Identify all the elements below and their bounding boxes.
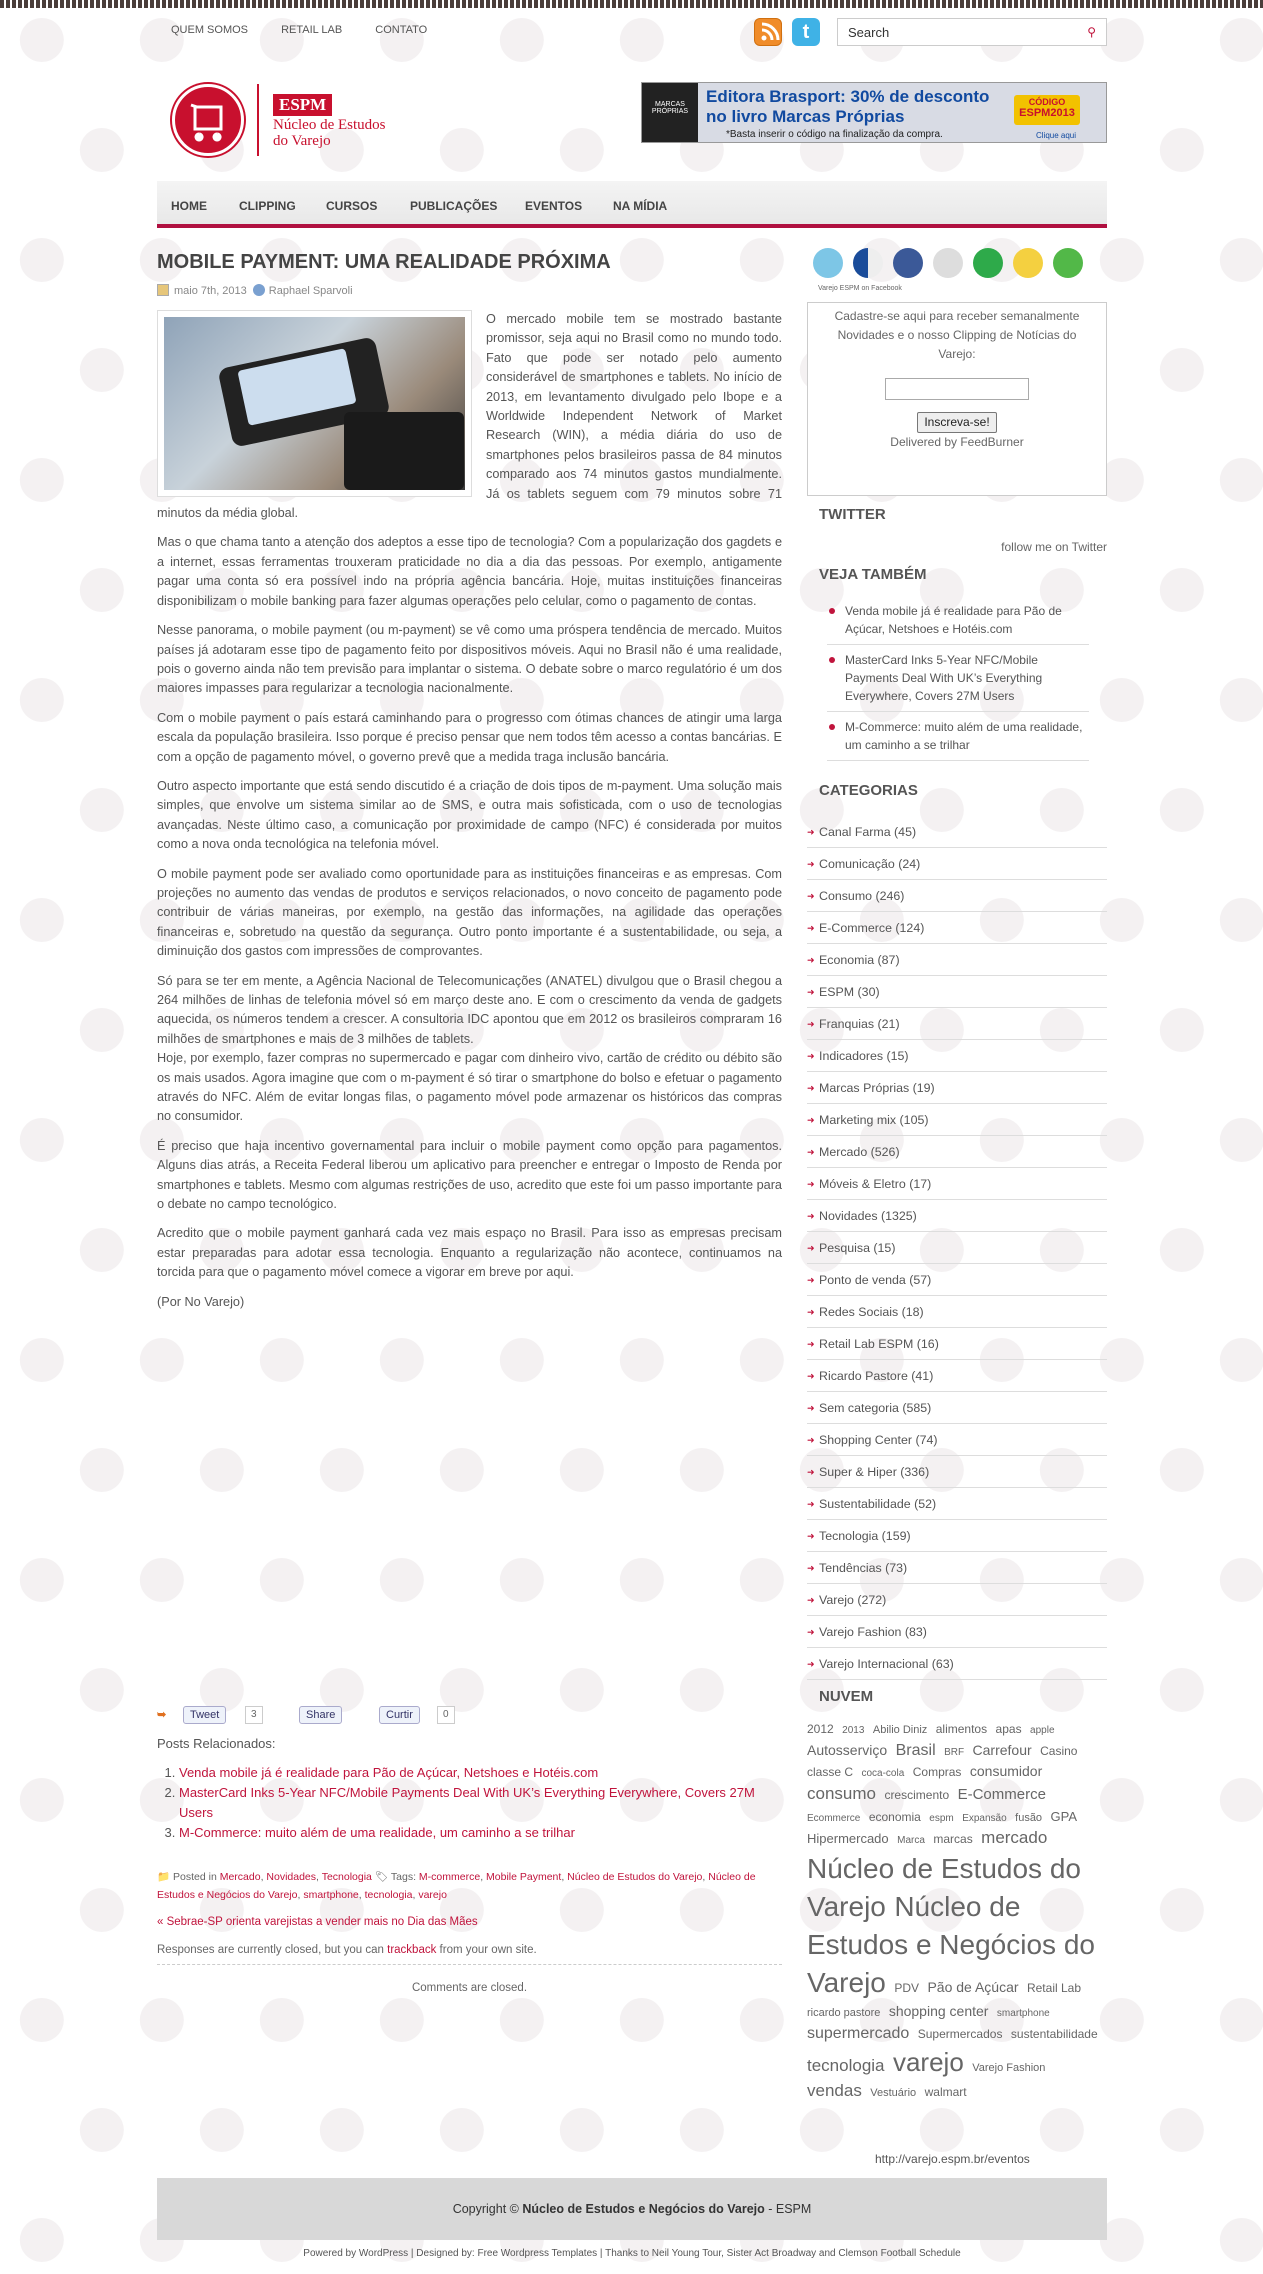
category-item[interactable]: ➜ Tendências (73) bbox=[807, 1552, 1107, 1584]
related-title: Posts Relacionados: bbox=[157, 1736, 276, 1751]
bg-dot bbox=[1220, 898, 1263, 942]
subscribe-button[interactable]: Inscreva-se! bbox=[917, 412, 996, 433]
bg-dot bbox=[1220, 1998, 1263, 2042]
category-item[interactable]: ➜ Varejo Internacional (63) bbox=[807, 1648, 1107, 1680]
cloud-tag[interactable]: shopping center bbox=[888, 2003, 989, 2020]
bg-dot bbox=[1220, 1778, 1263, 1822]
veja-item[interactable]: M-Commerce: muito além de uma realidade, um caminho a se trilhar bbox=[827, 712, 1089, 761]
bg-dot bbox=[20, 1778, 64, 1822]
category-item[interactable]: ➜ Consumo (246) bbox=[807, 880, 1107, 912]
cloud-tag[interactable]: varejo bbox=[892, 2046, 964, 2077]
category-item[interactable]: ➜ Sustentabilidade (52) bbox=[807, 1488, 1107, 1520]
banner-line-1: Editora Brasport: 30% de desconto bbox=[706, 87, 990, 106]
share-arrow-icon: ➥ bbox=[157, 1709, 167, 1721]
cloud-title: NUVEM bbox=[819, 1688, 874, 1705]
digg-icon[interactable] bbox=[933, 248, 963, 278]
bg-dot bbox=[20, 458, 64, 502]
cloud-tag[interactable]: Retail Lab bbox=[1026, 1980, 1082, 1995]
category-item[interactable]: ➜ Móveis & Eletro (17) bbox=[807, 1168, 1107, 1200]
category-item[interactable]: ➜ Pesquisa (15) bbox=[807, 1232, 1107, 1264]
logo-line-2: do Varejo bbox=[273, 133, 331, 149]
previous-post-link[interactable]: « Sebrae-SP orienta varejistas a vender mais no Dia das Mães bbox=[157, 1916, 478, 1928]
responses-note bbox=[157, 1944, 782, 1965]
post-paragraph: Só para se ter em mente, a Agência Nacional de Telecomunicações (ANATEL) divulgou que o Brasil chegou a 264 milhões de linhas de telefonia móvel só em março deste ano. E com o crescimento da venda de gadgets aquecida, os números tendem a crescer. A consultoria IDC apontou que em 2012 os brasileiros compraram 16 milhões de smartphones e mais de 3 milhões de tablets. bbox=[157, 973, 782, 1046]
cloud-tag[interactable]: espm bbox=[929, 1812, 954, 1824]
cloud-tag[interactable]: apas bbox=[995, 1722, 1022, 1736]
category-item[interactable]: ➜ Sem categoria (585) bbox=[807, 1392, 1107, 1424]
facebook-icon[interactable] bbox=[893, 248, 923, 278]
cloud-tag[interactable]: Varejo Fashion bbox=[972, 2061, 1046, 2074]
footer-org[interactable]: Núcleo de Estudos e Negócios do Varejo bbox=[522, 2202, 765, 2216]
cloud-tag[interactable]: vendas bbox=[807, 2080, 862, 2100]
bg-dot bbox=[80, 788, 124, 832]
search-icon[interactable]: ⚲ bbox=[1087, 25, 1096, 39]
bg-dot bbox=[1160, 1228, 1204, 1272]
topnav-retail-lab[interactable]: RETAIL LAB bbox=[281, 24, 343, 36]
bg-dot bbox=[20, 1558, 64, 1602]
cloud-tag[interactable]: Supermercados bbox=[917, 2027, 1003, 2042]
cloud-tag[interactable]: Autosserviço bbox=[807, 1741, 888, 1758]
cloud-tag[interactable]: E-Commerce bbox=[957, 1785, 1046, 1803]
post-paragraph: Nesse panorama, o mobile payment (ou m-payment) se vê como uma próspera tendência de mercado. Muitos países já adotaram esse tipo de pagamento feito por dispositivos móveis. Aqui no Brasil não é uma realidade, pois o governo ainda não tem previsão para implantar o sistema. O debate sobre o marco regulatório é um dos maiores impasses para regularizar a tecnologia nacionalmente. bbox=[157, 623, 782, 696]
category-item[interactable]: ➜ Marcas Próprias (19) bbox=[807, 1072, 1107, 1104]
cloud-tag[interactable]: Carrefour bbox=[972, 1741, 1032, 1758]
rss-icon[interactable] bbox=[754, 18, 782, 46]
user-icon bbox=[253, 284, 265, 296]
post-source: (Por No Varejo) bbox=[157, 1294, 245, 1309]
post-date: maio 7th, 2013 bbox=[174, 285, 247, 297]
share-button[interactable]: Share bbox=[299, 1706, 342, 1724]
category-item[interactable]: ➜ Comunicação (24) bbox=[807, 848, 1107, 880]
category-link[interactable]: Mercado bbox=[219, 1871, 261, 1883]
post-paragraph: Outro aspecto importante que está sendo discutido é a criação de dois tipos de m-payment. Uma solução mais simples, que envolve um sistema similar ao de SMS, e outra mais sofisticada, com o uso de tecnologias avançadas. Neste último caso, a comunicação por proximidade de campo (NFC) é considerada por muitos como a nova onda tecnológica na telefonia móvel. bbox=[157, 778, 782, 852]
bg-dot bbox=[1160, 568, 1204, 612]
copyright-text: Copyright © bbox=[452, 2202, 523, 2216]
responses-text-b: from your own site. bbox=[436, 1944, 537, 1956]
tag-link[interactable]: Mobile Payment bbox=[486, 1871, 562, 1883]
page-wrapper bbox=[157, 0, 1107, 2274]
cloud-tag[interactable]: sustentabilidade bbox=[1010, 2027, 1098, 2042]
tag-cloud bbox=[807, 1718, 1107, 2103]
bg-dot bbox=[20, 678, 64, 722]
bg-dot bbox=[80, 1668, 124, 1712]
post-paragraph: Com o mobile payment o país estará caminhando para o progresso com ótimas chances de atingir uma larga escala da população brasileira. Isso porque é preciso pensar que nem todos têm acesso a contas bancárias. E com a opção de pagamento móvel, o governo prevê que a medida traga inclusão bancária. bbox=[157, 710, 782, 764]
bg-dot bbox=[1220, 18, 1263, 62]
calendar-icon bbox=[157, 284, 169, 296]
add-plus-icon[interactable] bbox=[1053, 248, 1083, 278]
cloud-tag[interactable]: tecnologia bbox=[807, 2055, 885, 2075]
bg-dot bbox=[1160, 1448, 1204, 1492]
cloud-tag[interactable]: coca-cola bbox=[861, 1768, 905, 1780]
comments-closed: Comments are closed. bbox=[411, 1982, 528, 1994]
bg-dot bbox=[20, 1998, 64, 2042]
logo-divider bbox=[257, 84, 259, 156]
cloud-tag[interactable]: PDV bbox=[894, 1980, 919, 1995]
main-nav bbox=[157, 181, 1107, 228]
veja-item[interactable]: MasterCard Inks 5-Year NFC/Mobile Payments Deal With UK’s Everything Everywhere, Covers 27M Users bbox=[827, 645, 1089, 712]
category-item[interactable]: ➜ Retail Lab ESPM (16) bbox=[807, 1328, 1107, 1360]
banner-line-3: *Basta inserir o código na finalização da compra. bbox=[726, 129, 943, 140]
bg-dot bbox=[80, 348, 124, 392]
espm-logo-icon[interactable] bbox=[172, 84, 244, 156]
logo-title[interactable] bbox=[273, 117, 385, 149]
cloud-tag[interactable]: Abilio Diniz bbox=[872, 1724, 928, 1736]
bg-dot bbox=[1220, 458, 1263, 502]
post-paragraph: Acredito que o mobile payment ganhará cada vez mais espaço no Brasil. Para isso as empresas precisam estar preparadas para adotar essa tecnologia. Enquanto a regularização não acontece, continuamos na torcida para que o pagamento móvel comece a vigorar em breve por aqui. bbox=[157, 1226, 782, 1280]
bg-dot bbox=[1160, 1668, 1204, 1712]
cloud-tag[interactable]: economia bbox=[868, 1809, 921, 1824]
cloud-tag[interactable]: 2013 bbox=[842, 1725, 865, 1736]
cloud-tag[interactable]: Núcleo de Estudos e Negócios do Varejo bbox=[807, 1891, 1095, 1998]
cloud-tag[interactable]: apple bbox=[1030, 1725, 1055, 1736]
bg-dot bbox=[1220, 1558, 1263, 1602]
delicious-icon[interactable] bbox=[853, 248, 883, 278]
tag-link[interactable]: varejo bbox=[418, 1889, 447, 1901]
cloud-tag[interactable]: Casino bbox=[1040, 1743, 1078, 1758]
bg-dot bbox=[1160, 1888, 1204, 1932]
post-author[interactable]: Raphael Sparvoli bbox=[268, 285, 353, 297]
category-item[interactable]: ➜ Varejo (272) bbox=[807, 1584, 1107, 1616]
category-item[interactable]: ➜ ESPM (30) bbox=[807, 976, 1107, 1008]
curtir-button[interactable]: Curtir bbox=[379, 1706, 420, 1724]
bg-dot bbox=[80, 2108, 124, 2152]
bg-dot bbox=[1220, 238, 1263, 282]
top-nav bbox=[171, 24, 457, 36]
cloud-tag[interactable]: supermercado bbox=[807, 2025, 910, 2043]
bg-dot bbox=[80, 128, 124, 172]
responses-text-a: Responses are currently closed, but you can bbox=[157, 1944, 388, 1956]
category-item[interactable]: ➜ Varejo Fashion (83) bbox=[807, 1616, 1107, 1648]
twitter-icon[interactable]: t bbox=[792, 18, 820, 46]
nav-na-midia[interactable]: NA MÍDIA bbox=[613, 199, 668, 213]
bg-dot bbox=[80, 1008, 124, 1052]
cloud-tag[interactable]: Núcleo de Estudos do Varejo bbox=[807, 1853, 1081, 1923]
tag-link[interactable]: Núcleo de Estudos do Varejo bbox=[567, 1871, 703, 1883]
category-item[interactable]: ➜ Tecnologia (159) bbox=[807, 1520, 1107, 1552]
cloud-tag[interactable]: consumidor bbox=[969, 1763, 1043, 1780]
share-bar bbox=[157, 1706, 782, 1728]
post-meta bbox=[157, 284, 353, 297]
nav-eventos[interactable]: EVENTOS bbox=[525, 199, 583, 213]
veja-title: VEJA TAMBÉM bbox=[819, 566, 927, 583]
follow-twitter-link[interactable]: follow me on Twitter bbox=[1001, 540, 1107, 554]
nav-cursos[interactable]: CURSOS bbox=[326, 199, 378, 213]
category-item[interactable]: ➜ Ricardo Pastore (41) bbox=[807, 1360, 1107, 1392]
stumbleupon-icon[interactable] bbox=[973, 248, 1003, 278]
post-image bbox=[157, 310, 472, 497]
topnav-quem-somos[interactable]: QUEM SOMOS bbox=[171, 24, 249, 36]
category-item[interactable]: ➜ Super & Hiper (336) bbox=[807, 1456, 1107, 1488]
category-item[interactable]: ➜ Ponto de venda (57) bbox=[807, 1264, 1107, 1296]
veja-list bbox=[827, 596, 1089, 761]
bg-dot bbox=[80, 568, 124, 612]
tweet-button[interactable]: Tweet bbox=[183, 1706, 226, 1724]
twitter-bird-icon[interactable] bbox=[813, 248, 843, 278]
cloud-tag[interactable]: mercado bbox=[981, 1828, 1048, 1848]
category-item[interactable]: ➜ Mercado (526) bbox=[807, 1136, 1107, 1168]
facebook-label[interactable]: Varejo ESPM on Facebook bbox=[818, 285, 902, 292]
twitter-widget-title: TWITTER bbox=[819, 506, 886, 523]
bg-dot bbox=[20, 1338, 64, 1382]
banner-clique[interactable]: Clique aqui bbox=[1036, 131, 1077, 140]
post-body bbox=[157, 310, 782, 1322]
related-link[interactable]: 3. M-Commerce: muito além de uma realidade, um caminho a se trilhar bbox=[179, 1823, 782, 1843]
cloud-tag[interactable]: marcas bbox=[933, 1832, 973, 1847]
mobile-payment-photo bbox=[164, 317, 465, 490]
cloud-tag[interactable]: Hipermercado bbox=[807, 1831, 889, 1847]
cloud-tag[interactable]: Expansão bbox=[962, 1812, 1007, 1824]
nav-publicacoes[interactable]: PUBLICAÇÕES bbox=[410, 199, 498, 213]
curtir-count: 0 bbox=[437, 1706, 455, 1724]
posted-in-label: Posted in bbox=[173, 1871, 217, 1883]
tag-link[interactable]: M-commerce bbox=[418, 1871, 481, 1883]
search-input[interactable] bbox=[837, 18, 1107, 46]
search-placeholder: Search bbox=[848, 25, 890, 40]
related-link[interactable]: 1. Venda mobile já é realidade para Pão de Açúcar, Netshoes e Hotéis.com bbox=[179, 1763, 782, 1783]
nav-home[interactable]: HOME bbox=[171, 199, 207, 213]
newsletter-text: Cadastre-se aqui para receber semanalmente Novidades e o nosso Clipping de Notícias do Varejo: bbox=[834, 309, 1080, 361]
bg-dot bbox=[80, 1448, 124, 1492]
bg-dot bbox=[1160, 348, 1204, 392]
trackback-link[interactable]: trackback bbox=[387, 1944, 437, 1956]
cloud-tag[interactable]: Pão de Açúcar bbox=[927, 1978, 1019, 1995]
category-item[interactable]: ➜ Indicadores (15) bbox=[807, 1040, 1107, 1072]
book-cover: MARCAS PRÓPRIAS bbox=[642, 83, 698, 143]
bg-dot bbox=[20, 2218, 64, 2262]
bg-dot bbox=[1220, 1338, 1263, 1382]
folder-icon: 📁 bbox=[157, 1871, 171, 1883]
categories-title: CATEGORIAS bbox=[819, 782, 918, 799]
post-paragraph: Hoje, por exemplo, fazer compras no supermercado e pagar com dinheiro vivo, cartão de crédito ou débito são os mais usados. Agora imagine que com o m-payment é só tirar o smartphone do bolso e efetuar o pagamento através do NFC. Além de evitar longas filas, o pagamento móvel pode armazenar os históricos das compras no consumidor. bbox=[157, 1051, 782, 1124]
tag-link[interactable]: tecnologia bbox=[364, 1889, 413, 1901]
category-item[interactable]: ➜ Canal Farma (45) bbox=[807, 816, 1107, 848]
banner-line-2: no livro Marcas Próprias bbox=[706, 107, 905, 126]
post-paragraph: Mas o que chama tanto a atenção dos adeptos a esse tipo de tecnologia? Com a popularização dos gagdets e a internet, essas ferramentas trouxeram praticidade no dia a dia das pessoas. Por exemplo, antigamente pagar uma conta só era possível indo na própria agência bancária. Hoje, muitas instituições financeiras disponibilizam o mobile banking para fazer algumas operações pelo celular, como o pagamento de contas. bbox=[157, 535, 782, 608]
code-label: CÓDIGO bbox=[1028, 97, 1066, 107]
category-item[interactable]: ➜ Economia (87) bbox=[807, 944, 1107, 976]
newsletter-box bbox=[807, 302, 1107, 496]
category-item[interactable]: ➜ E-Commerce (124) bbox=[807, 912, 1107, 944]
favorite-star-icon[interactable] bbox=[1013, 248, 1043, 278]
email-field[interactable] bbox=[885, 378, 1029, 400]
cloud-tag[interactable]: Marca bbox=[897, 1835, 925, 1847]
bg-dot bbox=[1160, 2108, 1204, 2152]
bg-dot bbox=[20, 898, 64, 942]
cloud-tag[interactable]: alimentos bbox=[935, 1722, 988, 1736]
cloud-tag[interactable]: Compras bbox=[912, 1765, 962, 1780]
category-link[interactable]: Novidades bbox=[266, 1871, 317, 1883]
bg-dot bbox=[80, 1888, 124, 1932]
main-content bbox=[157, 248, 782, 1994]
bg-dot bbox=[1220, 678, 1263, 722]
post-paragraph: O mobile payment pode ser avaliado como oportunidade para as instituições financeiras e as empresas. Com projeções no aumento das vendas de produtos e serviços relacionados, o novo conceito de pagamento pode contribuir de várias maneiras, por exemplo, na gestão das informações, na agilidade das operações financeiras e, sobretudo na questão da segurança. Outro ponto importante é a sustentabilidade, ou seja, a diminuição dos gastos com impressões de comprovantes. bbox=[157, 866, 782, 959]
bg-dot bbox=[20, 238, 64, 282]
cloud-tag[interactable]: Vestuário bbox=[870, 2086, 917, 2099]
cloud-tag[interactable]: crescimento bbox=[884, 1787, 950, 1802]
events-link[interactable]: http://varejo.espm.br/eventos bbox=[875, 2152, 1030, 2166]
powered-by[interactable]: Powered by WordPress | Designed by: Free Wordpress Templates | Thanks to Neil Young Tour, Sister Act Broadway and Clemson Football Schedule bbox=[303, 2248, 961, 2259]
cloud-tag[interactable]: classe C bbox=[807, 1765, 854, 1780]
bg-dot bbox=[1160, 128, 1204, 172]
feedburner-note: Delivered by FeedBurner bbox=[890, 435, 1024, 449]
category-item[interactable]: ➜ Shopping Center (74) bbox=[807, 1424, 1107, 1456]
code-value: ESPM2013 bbox=[1019, 107, 1075, 119]
tweet-count: 3 bbox=[245, 1706, 263, 1724]
logo-line-1: Núcleo de Estudos bbox=[273, 117, 386, 133]
cloud-tag[interactable]: BRF bbox=[944, 1746, 965, 1758]
post-paragraph: O mercado mobile tem se mostrado bastante promissor, seja aqui no Brasil como no mundo todo. Fato que pode ser notado pelo aumento considerável de smartphones e tablets. No início de 2013, em levantamento divulgado pelo Ibope e a Worldwide Independent Network of Market Research (WIN), a média diária do uso de smartphones pelos brasileiros passa de 84 minutos comparado aos 74 minutos gastos mundialmente. Já os tablets seguem com 79 minutos sobre 71 minutos da média global. bbox=[157, 312, 782, 521]
related-link[interactable]: 2. MasterCard Inks 5-Year NFC/Mobile Payments Deal With UK’s Everything Everywhere, Covers 27M Users bbox=[179, 1783, 782, 1823]
category-link[interactable]: Tecnologia bbox=[321, 1871, 372, 1883]
bg-dot bbox=[20, 18, 64, 62]
cloud-tag[interactable]: Brasil bbox=[895, 1741, 936, 1759]
tag-link[interactable]: Núcleo de Estudos e Negócios do Varejo bbox=[157, 1871, 756, 1901]
topnav-contato[interactable]: CONTATO bbox=[375, 24, 428, 36]
veja-item[interactable]: Venda mobile já é realidade para Pão de Açúcar, Netshoes e Hotéis.com bbox=[827, 596, 1089, 645]
bg-dot bbox=[80, 1228, 124, 1272]
post-title[interactable]: MOBILE PAYMENT: UMA REALIDADE PRÓXIMA bbox=[157, 251, 611, 273]
logo-espm[interactable]: ESPM bbox=[273, 94, 332, 116]
cloud-tag[interactable]: walmart bbox=[924, 2084, 967, 2099]
tag-link[interactable]: smartphone bbox=[303, 1889, 359, 1901]
cloud-tag[interactable]: Ecommerce bbox=[807, 1812, 861, 1824]
category-item[interactable]: ➜ Novidades (1325) bbox=[807, 1200, 1107, 1232]
cloud-tag[interactable]: 2012 bbox=[807, 1722, 834, 1736]
bg-dot bbox=[1160, 1008, 1204, 1052]
footer bbox=[157, 2178, 1107, 2240]
tags-label: Tags: bbox=[390, 1871, 416, 1883]
cloud-tag[interactable]: ricardo pastore bbox=[807, 2007, 881, 2020]
bg-dot bbox=[1220, 1118, 1263, 1162]
category-item[interactable]: ➜ Redes Sociais (18) bbox=[807, 1296, 1107, 1328]
bg-dot bbox=[20, 1118, 64, 1162]
categories-list bbox=[807, 816, 1107, 1680]
cloud-tag[interactable]: fusão bbox=[1015, 1811, 1043, 1824]
cloud-tag[interactable]: smartphone bbox=[996, 2008, 1050, 2020]
bg-dot bbox=[1160, 788, 1204, 832]
brasport-banner[interactable] bbox=[641, 82, 1107, 143]
post-tags: 📁 Posted in Mercado, Novidades, Tecnologia 🏷 Tags: M-commerce, Mobile Payment, Núcleo de Estudos do Varejo, Núcleo de Estudos e Negócios do Varejo, smartphone, tecnologia, varejo bbox=[157, 1871, 756, 1901]
nav-clipping[interactable]: CLIPPING bbox=[239, 199, 296, 213]
cloud-tag[interactable]: GPA bbox=[1050, 1808, 1078, 1824]
card-terminal bbox=[344, 412, 464, 490]
cloud-tag[interactable]: consumo bbox=[807, 1783, 876, 1803]
footer-suffix: - ESPM bbox=[764, 2202, 812, 2216]
related-list bbox=[157, 1763, 782, 1843]
post-paragraph: É preciso que haja incentivo governamental para incluir o mobile payment como opção para pagamentos. Alguns dias atrás, a Receita Federal liberou um aplicativo para preencher e entregar o Imposto de Renda por smartphones e tablets. Mesmo com algumas restrições de uso, acredito que este foi um passo importante para o debate no campo tecnológico. bbox=[157, 1138, 782, 1212]
tag-icon: 🏷 bbox=[374, 1871, 389, 1883]
category-item[interactable]: ➜ Marketing mix (105) bbox=[807, 1104, 1107, 1136]
banner-code bbox=[1014, 95, 1080, 125]
bg-dot bbox=[1220, 2218, 1263, 2262]
category-item[interactable]: ➜ Franquias (21) bbox=[807, 1008, 1107, 1040]
